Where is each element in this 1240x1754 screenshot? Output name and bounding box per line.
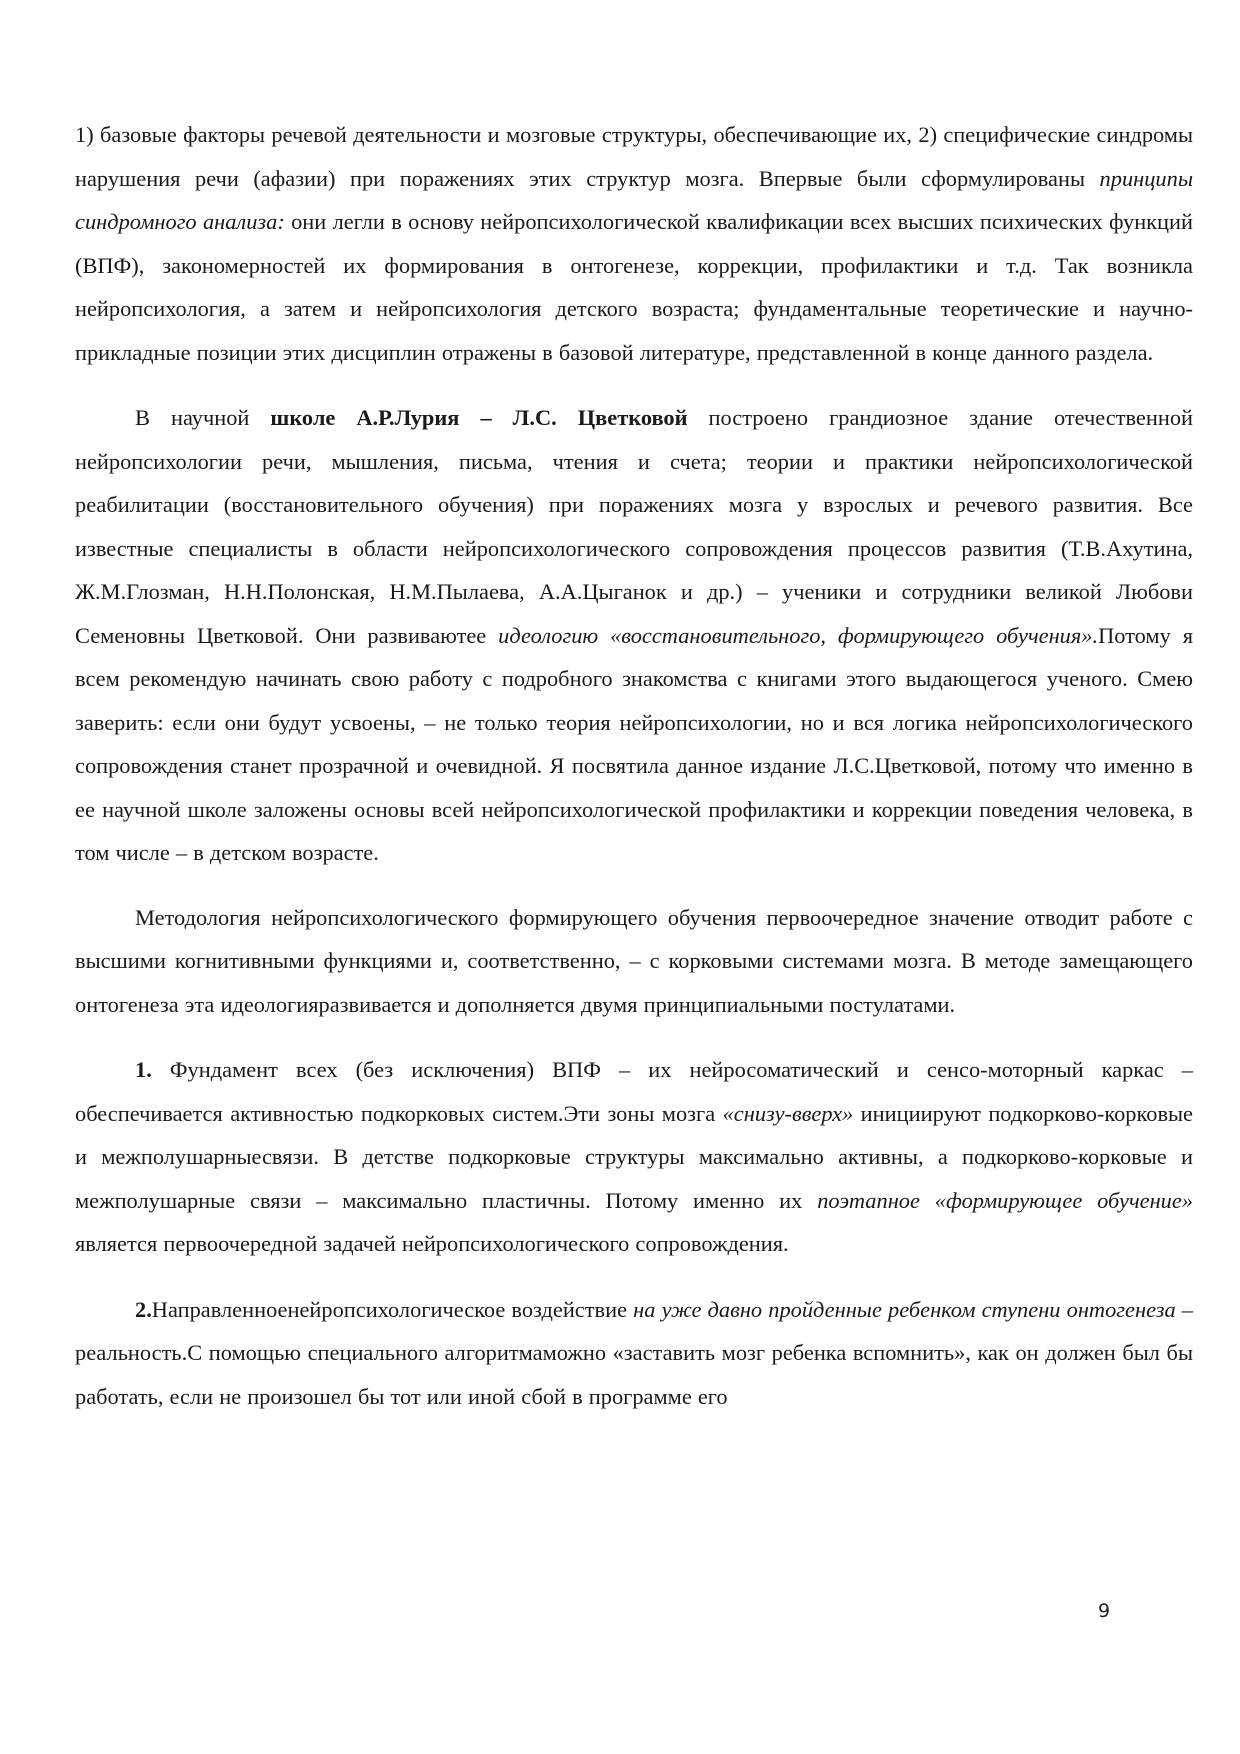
paragraph-brain-factors — [75, 113, 1193, 374]
page-number: 9 — [1098, 1600, 1111, 1622]
text-segment: построено грандиозное здание отечественной нейропсихологии речи, мышления, письма, чтения и счета; теории и практики нейропсихологической реабилитации (восстановительного обучения) при поражениях мозга у взрослых и речевого развития. Все известные специалисты в области нейропсихологического сопровождения процессов развития (Т.В.Ахутина, Ж.М.Глозман, Н.Н.Полонская, Н.М.Пылаева, А.А.Цыганок и др.) – ученики и сотрудники великой Любови Семеновны Цветковой. Они развиваютее — [75, 405, 1194, 648]
postulate-number: 1. — [135, 1057, 152, 1082]
bold-school-name: школе А.Р.Лурия – Л.С. Цветковой — [270, 405, 688, 430]
text-segment: 1) базовые факторы речевой деятельности и мозговые структуры, обеспечивающие их, 2) специфические синдромы нарушения речи (афазии) при поражениях этих структур мозга. Впервые были сформулированы — [75, 122, 1193, 191]
document-page — [75, 113, 1193, 1418]
emphasis-ideology: идеологию «восстановительного, формирующего обучения». — [498, 622, 1099, 648]
text-segment: инициируют подкорково-корковые и межполушарныесвязи. В детстве подкорковые структуры максимально активны, а подкорково-корковые и межполушарные связи – максимально пластичны. Потому именно их — [75, 1100, 1193, 1213]
paragraph-postulate-1 — [75, 1048, 1193, 1266]
text-segment: является первоочередной задачей нейропсихологического сопровождения. — [75, 1231, 789, 1256]
text-segment: Методология нейропсихологического формирующего обучения первоочередное значение отводит работе с высшими когнитивными функциями и, соответственно, – с корковыми системами мозга. В методе замещающего онтогенеза эта идеологияразвивается и дополняется двумя принципиальными постулатами. — [75, 904, 1193, 1017]
text-segment: Потому я всем рекомендую начинать свою работу с подробного знакомства с книгами этого выдающегося ученого. Смею заверить: если они будут усвоены, – не только теория нейропсихологии, но и вся логика нейропсихологического сопровождения станет прозрачной и очевидной. Я посвятила данное издание Л.С.Цветковой, потому что именно в ее научной школе заложены основы всей нейропсихологической профилактики и коррекции поведения человека, в том числе – в детском возрасте. — [75, 622, 1193, 865]
text-segment: Фундамент всех (без исключения) ВПФ – их нейросоматический и сенсо-моторный каркас – обеспечивается активностью подкорковых систем.Эти зоны мозга — [75, 1057, 1193, 1126]
emphasis-syndrome-analysis: принципы синдромного анализа: — [75, 165, 1193, 234]
emphasis-ontogenesis-stages: на уже давно пройденные ребенком ступени онтогенеза — [633, 1296, 1176, 1322]
text-segment: – реальность.С помощью специального алгоритмаможно «заставить мозг ребенка вспомнить», как он должен был бы работать, если не произошел бы тот или иной сбой в программе его — [75, 1296, 1193, 1409]
text-segment: Направленноенейропсихологическое воздействие — [151, 1296, 634, 1322]
emphasis-formative-learning: поэтапное «формирующее обучение» — [817, 1187, 1194, 1213]
paragraph-luria-school — [75, 396, 1193, 875]
postulate-number: 2. — [135, 1296, 152, 1322]
paragraph-postulate-2 — [75, 1288, 1193, 1419]
text-segment: В научной — [135, 405, 271, 430]
emphasis-bottom-up: «снизу-вверх» — [722, 1100, 854, 1126]
paragraph-methodology — [75, 896, 1193, 1027]
text-segment: они легли в основу нейропсихологической квалификации всех высших психических функций (ВПФ), закономерностей их формирования в онтогенезе, коррекции, профилактики и т.д. Так возникла нейропсихология, а затем и нейропсихология детского возраста; фундаментальные теоретические и научно-прикладные позиции этих дисциплин отражены в базовой литературе, представленной в конце данного раздела. — [75, 209, 1194, 365]
